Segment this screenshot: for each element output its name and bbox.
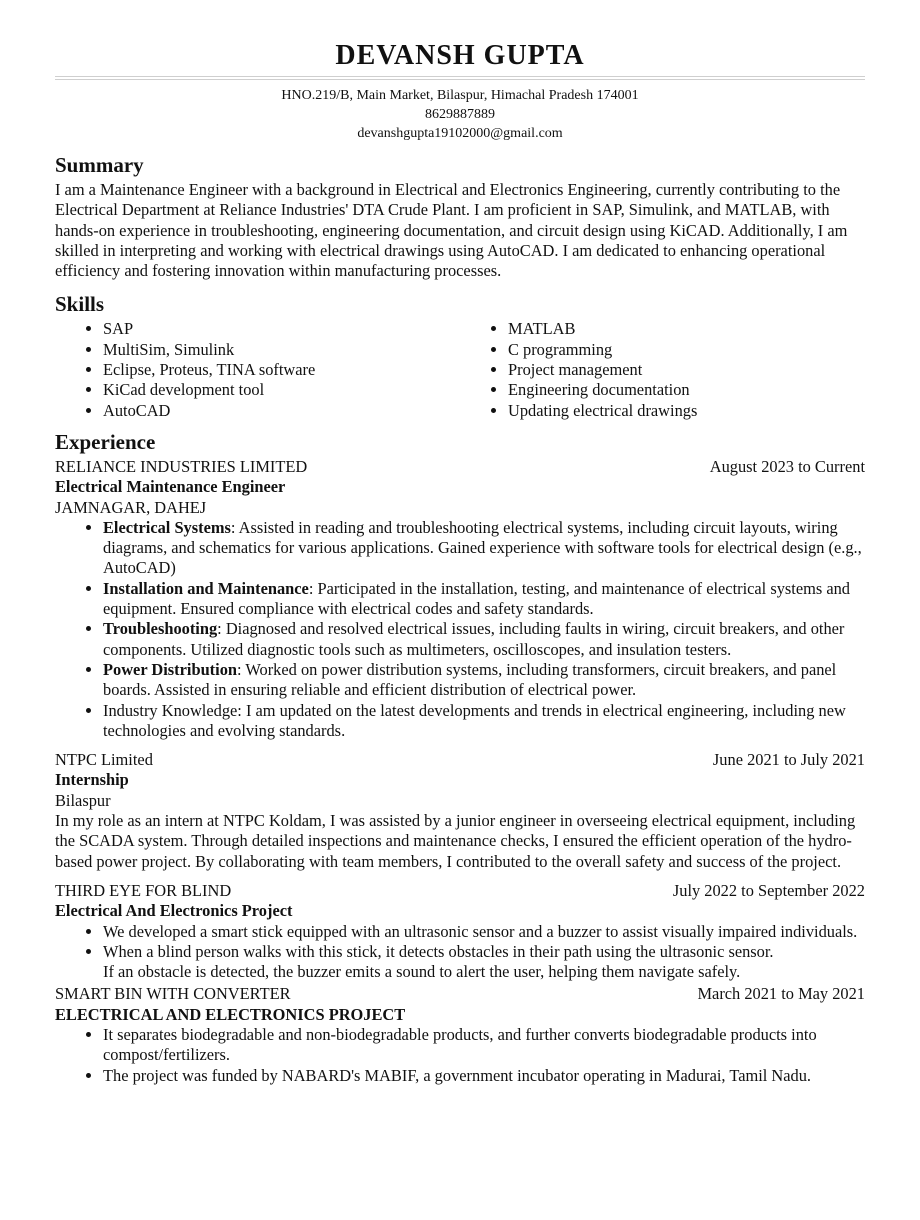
project-name: THIRD EYE FOR BLIND: [55, 880, 232, 900]
project-type: ELECTRICAL AND ELECTRONICS PROJECT: [55, 1004, 406, 1024]
project-points: [55, 1025, 865, 1086]
duty-item: [103, 579, 865, 620]
project-point: • It separates biodegradable and non-biodegradable products, and further converts biodegradable products into compost/fertilizers.: [103, 1025, 865, 1066]
duty-text: : Worked on power distribution systems, including transformers, circuit breakers, and panel boards. Assisted in ensuring reliable and efficient distribution of electrical power.: [103, 659, 837, 700]
experience-heading: Experience: [55, 429, 156, 454]
duty-label: Troubleshooting: [103, 619, 218, 639]
duty-item: [103, 660, 865, 701]
point-extra: If an obstacle is detected, the buzzer emits a sound to alert the user, helping them navigate safely.: [103, 962, 741, 982]
skill-item: • Updating electrical drawings: [508, 401, 865, 421]
job-location: JAMNAGAR, DAHEJ: [55, 497, 207, 517]
job-location: Bilaspur: [55, 790, 111, 810]
company-name: RELIANCE INDUSTRIES LIMITED: [55, 456, 308, 476]
skills-heading: Skills: [55, 292, 105, 317]
job-title: Internship: [55, 770, 129, 790]
job-header: [55, 984, 865, 1004]
project-points: [55, 922, 865, 983]
skills-list: [55, 319, 865, 420]
skill-item: • Engineering documentation: [508, 380, 865, 400]
project-smart-bin: [55, 984, 865, 1085]
duty-text: Industry Knowledge: I am updated on the latest developments and trends in electrical engineering, including new technologies and evolving standards.: [103, 700, 846, 740]
job-dates: July 2022 to September 2022: [672, 880, 865, 900]
job-title: Electrical Maintenance Engineer: [55, 477, 286, 497]
project-name: SMART BIN WITH CONVERTER: [55, 984, 291, 1004]
skill-item: • Project management: [508, 360, 865, 380]
duty-text: : Assisted in reading and troubleshooting electrical systems, including circuit layouts, wiring diagrams, and schematics for various applications. Gained experience with software tools for electrical design (e.g., AutoCAD): [103, 517, 862, 578]
skill-item: • AutoCAD: [103, 401, 460, 421]
skill-item: • C programming: [508, 340, 865, 360]
phone: 8629887889: [425, 107, 495, 122]
skills-left-column: [55, 319, 460, 420]
duty-item: [103, 701, 865, 742]
address: HNO.219/B, Main Market, Bilaspur, Himachal Pradesh 174001: [281, 88, 639, 103]
project-third-eye: [55, 881, 865, 982]
email: devanshgupta19102000@gmail.com: [357, 126, 563, 141]
job-dates: August 2023 to Current: [709, 456, 865, 476]
candidate-name: DEVANSH GUPTA: [335, 40, 585, 71]
resume-page: [55, 0, 865, 1086]
job-header: [55, 881, 865, 901]
duty-text: : Diagnosed and resolved electrical issues, including faults in wiring, circuit breakers, and other components. Utilized diagnostic tools such as multimeters, oscilloscopes, and insulation testers.: [103, 619, 845, 659]
job-description: In my role as an intern at NTPC Koldam, I was assisted by a junior engineer in overseeing electrical equipment, including the SCADA system. Through detailed inspections and maintenance checks, I ensured the efficient operation of the hydro-based power project. By collaborating with team members, I contributed to the overall safety and success of the project.: [55, 811, 856, 871]
duty-label: Power Distribution: [103, 659, 238, 679]
company-name: NTPC Limited: [55, 750, 153, 770]
contact-block: [55, 86, 865, 143]
point-text: When a blind person walks with this stick, it detects obstacles in their path using the ultrasonic sensor.: [103, 941, 774, 961]
skills-right-column: [460, 319, 865, 420]
summary-text: I am a Maintenance Engineer with a background in Electrical and Electronics Engineering, currently contributing to the Electrical Department at Reliance Industries' DTA Crude Plant. I am proficient in SAP, Simulink, and MATLAB, with hands-on experience in troubleshooting, engineering documentation, and circuit design using KiCAD. Additionally, I am skilled in interpreting and working with electrical drawings using AutoCAD. I am dedicated to enhancing operational efficiency and fostering innovation within manufacturing processes.: [55, 180, 848, 281]
skill-item: • MATLAB: [508, 319, 865, 339]
project-point: • The project was funded by NABARD's MABIF, a government incubator operating in Madurai, Tamil Nadu.: [103, 1066, 865, 1086]
duty-item: [103, 518, 865, 579]
skill-item: • MultiSim, Simulink: [103, 340, 460, 360]
project-point: • We developed a smart stick equipped with an ultrasonic sensor and a buzzer to assist visually impaired individuals.: [103, 922, 865, 942]
header-divider: [55, 76, 865, 80]
skill-item: • Eclipse, Proteus, TINA software: [103, 360, 460, 380]
duty-label: Electrical Systems: [103, 517, 231, 537]
job-reliance: [55, 457, 865, 741]
duty-item: [103, 619, 865, 660]
job-header: [55, 750, 865, 770]
summary-heading: Summary: [55, 153, 144, 177]
duty-text: : Participated in the installation, testing, and maintenance of electrical systems and equipment. Ensured compliance with electrical codes and safety standards.: [103, 578, 851, 619]
job-dates: March 2021 to May 2021: [697, 984, 865, 1004]
skill-item: • KiCad development tool: [103, 380, 460, 400]
job-ntpc: [55, 750, 865, 872]
duty-label: Installation and Maintenance: [103, 578, 309, 598]
job-duties: [55, 518, 865, 741]
job-header: [55, 457, 865, 477]
project-type: Electrical And Electronics Project: [55, 901, 293, 921]
project-point: [103, 942, 865, 983]
job-dates: June 2021 to July 2021: [712, 750, 865, 770]
skill-item: • SAP: [103, 319, 460, 339]
